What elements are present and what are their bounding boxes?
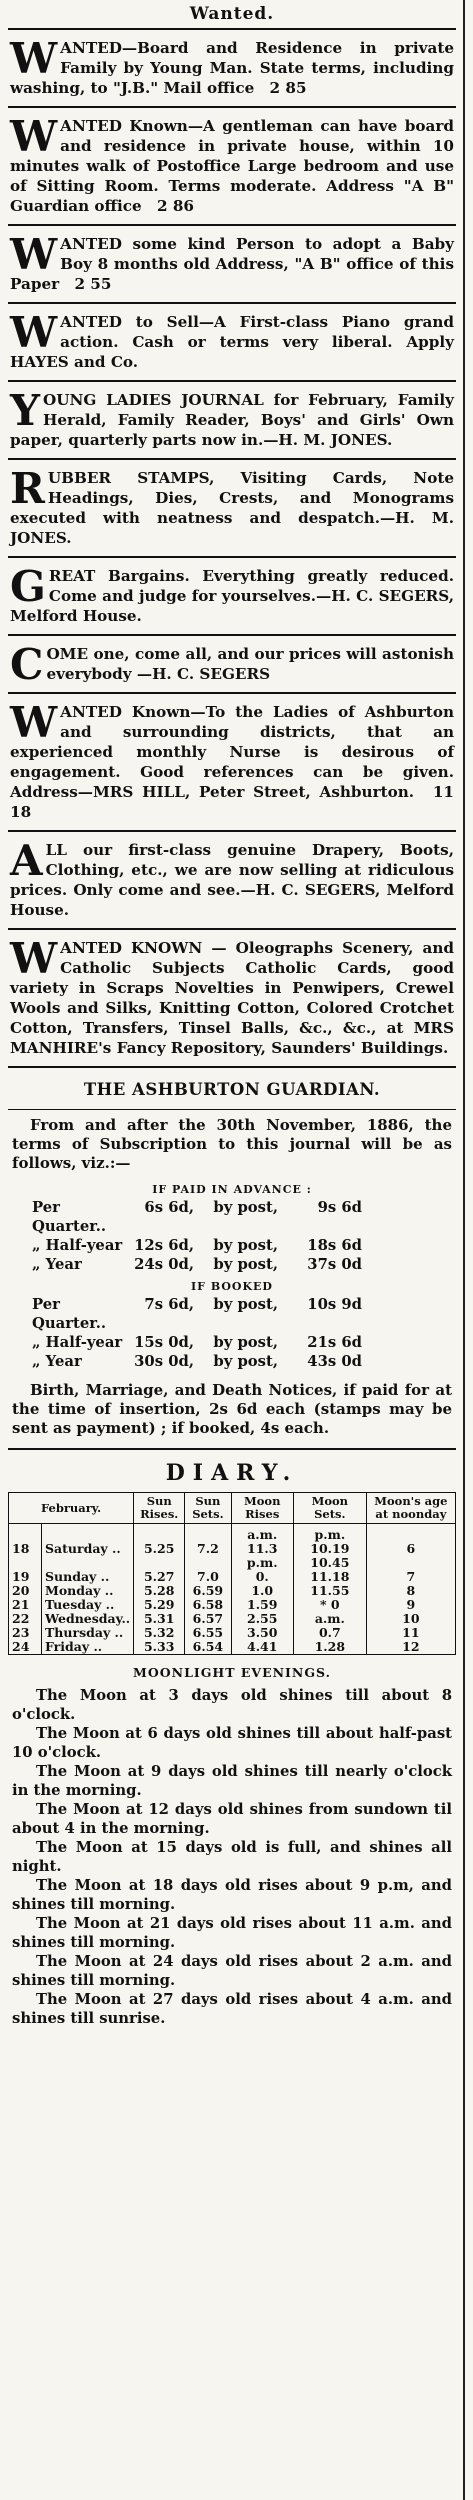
classified-ad — [8, 462, 456, 554]
classified-ad — [8, 696, 456, 828]
moonlight-line: The Moon at 27 days old rises about 4 a.m. and shines till sunrise. — [12, 1991, 452, 2027]
diary-row — [9, 1640, 456, 1655]
diary-sun-rise: 5.28 — [134, 1584, 185, 1598]
ad-reference: 2 86 — [157, 197, 194, 215]
diary-moon-set: 11.18 — [293, 1570, 366, 1584]
rate-post-price: 37s 0d — [307, 1256, 362, 1273]
booked-heading: IF BOOKED — [191, 1280, 273, 1293]
divider — [8, 634, 456, 636]
col-moon-sets: Moon Sets. — [293, 1493, 366, 1524]
moonlight-line: The Moon at 15 days old is full, and shines all night. — [12, 1839, 452, 1875]
diary-age: 7 — [366, 1570, 455, 1584]
drop-cap: A — [10, 836, 43, 885]
rate-local: 15s 0d, — [134, 1334, 194, 1351]
diary-sun-rise: 5.33 — [134, 1640, 185, 1655]
diary-sun-rise: 5.29 — [134, 1598, 185, 1612]
diary-moon-set: 0.7 — [293, 1626, 366, 1640]
diary-age: 6 — [366, 1524, 455, 1571]
rate-post-price: 9s 6d — [317, 1199, 362, 1216]
diary-row — [9, 1524, 456, 1571]
ad-text: ANTED Known—A gentleman can have board and residence in private house, within 10 minutes walk of Postoffice Large bedroom and use of Sitting Room. Terms moderate. Address "A B" Guardian office — [10, 117, 454, 215]
rate-post: by post, — [213, 1237, 278, 1254]
col-february: February. — [9, 1493, 134, 1524]
diary-sun-set: 6.58 — [185, 1598, 231, 1612]
diary-sun-set: 6.57 — [185, 1612, 231, 1626]
drop-cap: R — [10, 464, 45, 513]
diary-day: Friday .. — [42, 1640, 134, 1655]
diary-date: 22 — [9, 1612, 42, 1626]
divider — [8, 1448, 456, 1450]
classified-ad — [8, 932, 456, 1064]
drop-cap: C — [10, 640, 44, 689]
diary-date: 18 — [9, 1524, 42, 1571]
rate-row — [14, 1352, 450, 1371]
drop-cap: W — [10, 230, 58, 279]
divider — [8, 1109, 456, 1110]
classified-ad — [8, 306, 456, 378]
diary-day: Tuesday .. — [42, 1598, 134, 1612]
ad-text: OUNG LADIES JOURNAL for February, Family Herald, Family Reader, Boys' and Girls' Own paper, quarterly parts now in.—H. M. JONES. — [10, 391, 454, 449]
diary-row — [9, 1584, 456, 1598]
classified-ads — [8, 32, 456, 1068]
rate-period: Per Quarter.. — [32, 1296, 107, 1332]
diary-age: 10 — [366, 1612, 455, 1626]
classified-ad — [8, 638, 456, 690]
diary-body — [9, 1524, 456, 1655]
diary-row — [9, 1598, 456, 1612]
rate-post-price: 18s 6d — [307, 1237, 362, 1254]
rate-period: „ Half-year — [32, 1237, 123, 1254]
rate-local: 6s 6d, — [144, 1199, 194, 1216]
advance-heading: IF PAID IN ADVANCE : — [152, 1183, 312, 1196]
rate-period: Per Quarter.. — [32, 1199, 107, 1235]
moonlight-line: The Moon at 9 days old shines till nearly o'clock in the morning. — [12, 1763, 452, 1799]
rate-post-price: 10s 9d — [307, 1296, 362, 1313]
classified-ad — [8, 560, 456, 632]
classified-ad — [8, 110, 456, 222]
diary-table — [8, 1492, 456, 1655]
diary-day: Sunday .. — [42, 1570, 134, 1584]
diary-age: 8 — [366, 1584, 455, 1598]
ad-text: ANTED KNOWN — Oleographs Scenery, and Catholic Subjects Catholic Cards, good variety in Scraps Novelties in Penwipers, Crewel Wools and Silks, Knitting Cotton, Colored Crotchet Cotton, Transfers, Tinsel Balls, &c., &c., at MRS MANHIRE's Fancy Repository, Saunders' Buildings. — [10, 939, 454, 1057]
diary-header-row — [9, 1493, 456, 1524]
classified-ad — [8, 228, 456, 300]
divider — [8, 28, 456, 30]
classified-ad — [8, 834, 456, 926]
diary-row — [9, 1570, 456, 1584]
rate-local: 24s 0d, — [134, 1256, 194, 1273]
divider — [8, 224, 456, 226]
rate-local: 12s 6d, — [134, 1237, 194, 1254]
diary-row — [9, 1612, 456, 1626]
rate-post: by post, — [213, 1353, 278, 1370]
ad-reference: 2 55 — [74, 275, 112, 293]
diary-age: 12 — [366, 1640, 455, 1655]
rate-post: by post, — [213, 1334, 278, 1351]
drop-cap: W — [10, 308, 58, 357]
diary-date: 21 — [9, 1598, 42, 1612]
divider — [8, 380, 456, 382]
diary-sun-rise: 5.27 — [134, 1570, 185, 1584]
ad-text: REAT Bargains. Everything greatly reduced. Come and judge for yourselves.—H. C. SEGERS, Melford House. — [10, 567, 454, 625]
diary-moon-rise: 1.59 — [231, 1598, 293, 1612]
rate-row — [14, 1333, 450, 1352]
divider — [8, 692, 456, 694]
diary-date: 23 — [9, 1626, 42, 1640]
ad-text: UBBER STAMPS, Visiting Cards, Note Headings, Dies, Crests, and Monograms executed with neatness and despatch.—H. M. JONES. — [10, 469, 454, 547]
drop-cap: Y — [10, 386, 40, 435]
classified-ad — [8, 32, 456, 104]
col-sun-rises: Sun Rises. — [134, 1493, 185, 1524]
diary-sun-set: 6.54 — [185, 1640, 231, 1655]
diary-moon-rise: 4.41 — [231, 1640, 293, 1655]
divider — [8, 106, 456, 108]
diary-sun-set: 6.59 — [185, 1584, 231, 1598]
col-moon-age: Moon's age at noonday — [366, 1493, 455, 1524]
diary-moon-rise: 2.55 — [231, 1612, 293, 1626]
rate-post: by post, — [213, 1199, 278, 1216]
ad-text: ANTED—Board and Residence in private Family by Young Man. State terms, including washing, to "J.B." Mail office — [10, 39, 454, 97]
rate-row — [14, 1236, 450, 1255]
drop-cap: W — [10, 34, 58, 83]
rate-post-price: 43s 0d — [307, 1353, 362, 1370]
divider — [8, 302, 456, 304]
wanted-header: Wanted. — [189, 4, 275, 24]
moonlight-list — [8, 1686, 456, 2028]
advance-rates — [8, 1198, 456, 1274]
diary-moon-rise: a.m. 11.3 p.m. — [231, 1524, 293, 1571]
diary-day: Thursday .. — [42, 1626, 134, 1640]
diary-moon-rise: 1.0 — [231, 1584, 293, 1598]
diary-age: 11 — [366, 1626, 455, 1640]
rate-row — [14, 1295, 450, 1333]
diary-sun-set: 6.55 — [185, 1626, 231, 1640]
ad-text: ANTED some kind Person to adopt a Baby Boy 8 months old Address, "A B" office of this Paper — [10, 235, 454, 293]
drop-cap: W — [10, 698, 58, 747]
rate-local: 7s 6d, — [144, 1296, 194, 1313]
ad-reference: 11 18 — [10, 783, 454, 821]
rate-local: 30s 0d, — [134, 1353, 194, 1370]
guardian-title: THE ASHBURTON GUARDIAN. — [83, 1080, 381, 1099]
diary-age: 9 — [366, 1598, 455, 1612]
ad-text: LL our first-class genuine Drapery, Boots, Clothing, etc., we are now selling at ridiculous prices. Only come and see.—H. C. SEGERS, Melford House. — [10, 841, 454, 919]
moonlight-title: MOONLIGHT EVENINGS. — [133, 1665, 331, 1680]
diary-moon-set: 1.28 — [293, 1640, 366, 1655]
diary-day: Monday .. — [42, 1584, 134, 1598]
diary-sun-rise: 5.25 — [134, 1524, 185, 1571]
rate-row — [14, 1198, 450, 1236]
drop-cap: W — [10, 112, 58, 161]
divider — [8, 928, 456, 930]
notices-text: Birth, Marriage, and Death Notices, if paid for at the time of insertion, 2s 6d each (stamps may be sent as payment) ; if booked, 4s each. — [12, 1381, 452, 1437]
classified-ad — [8, 384, 456, 456]
newspaper-column — [8, 0, 456, 2500]
diary-date: 19 — [9, 1570, 42, 1584]
diary-moon-set: a.m. — [293, 1612, 366, 1626]
col-moon-rises: Moon Rises — [231, 1493, 293, 1524]
diary-row — [9, 1626, 456, 1640]
diary-moon-rise: 3.50 — [231, 1626, 293, 1640]
drop-cap: W — [10, 934, 58, 983]
divider — [8, 1066, 456, 1068]
ad-text: OME one, come all, and our prices will astonish everybody —H. C. SEGERS — [46, 645, 454, 683]
rate-post-price: 21s 6d — [307, 1334, 362, 1351]
ad-text: ANTED Known—To the Ladies of Ashburton and surrounding districts, that an experienced monthly Nurse is desirous of engagement. Good references can be given. Address—MRS HILL, Peter Street, Ashburton. — [10, 703, 454, 801]
drop-cap: G — [10, 562, 46, 611]
diary-title: DIARY. — [165, 1460, 299, 1486]
col-sun-sets: Sun Sets. — [185, 1493, 231, 1524]
diary-sun-set: 7.2 — [185, 1524, 231, 1571]
rate-period: „ Half-year — [32, 1334, 123, 1351]
moonlight-line: The Moon at 12 days old shines from sundown til about 4 in the morning. — [12, 1801, 452, 1837]
diary-day: Saturday .. — [42, 1524, 134, 1571]
diary-day: Wednesday.. — [42, 1612, 134, 1626]
diary-moon-set: p.m. 10.19 10.45 — [293, 1524, 366, 1571]
booked-rates — [8, 1295, 456, 1371]
diary-moon-set: 11.55 — [293, 1584, 366, 1598]
divider — [8, 830, 456, 832]
divider — [8, 458, 456, 460]
diary-sun-rise: 5.31 — [134, 1612, 185, 1626]
moonlight-line: The Moon at 6 days old shines till about half-past 10 o'clock. — [12, 1725, 452, 1761]
column-rule — [463, 0, 465, 2500]
diary-moon-rise: 0. — [231, 1570, 293, 1584]
rate-period: „ Year — [32, 1256, 82, 1273]
moonlight-line: The Moon at 21 days old rises about 11 a.m. and shines till morning. — [12, 1915, 452, 1951]
divider — [8, 556, 456, 558]
diary-date: 24 — [9, 1640, 42, 1655]
rate-post: by post, — [213, 1256, 278, 1273]
ad-text: ANTED to Sell—A First-class Piano grand action. Cash or terms very liberal. Apply HAYES and Co. — [10, 313, 454, 371]
moonlight-line: The Moon at 18 days old rises about 9 p.m, and shines till morning. — [12, 1877, 452, 1913]
rate-row — [14, 1255, 450, 1274]
moonlight-line: The Moon at 3 days old shines till about 8 o'clock. — [12, 1687, 452, 1723]
rate-post: by post, — [213, 1296, 278, 1313]
ad-reference: 2 85 — [269, 79, 307, 97]
diary-date: 20 — [9, 1584, 42, 1598]
moonlight-line: The Moon at 24 days old rises about 2 a.m. and shines till morning. — [12, 1953, 452, 1989]
diary-sun-rise: 5.32 — [134, 1626, 185, 1640]
diary-moon-set: * 0 — [293, 1598, 366, 1612]
subscription-intro: From and after the 30th November, 1886, the terms of Subscription to this journal will be as follows, viz.:— — [12, 1116, 452, 1172]
rate-period: „ Year — [32, 1353, 82, 1370]
diary-sun-set: 7.0 — [185, 1570, 231, 1584]
